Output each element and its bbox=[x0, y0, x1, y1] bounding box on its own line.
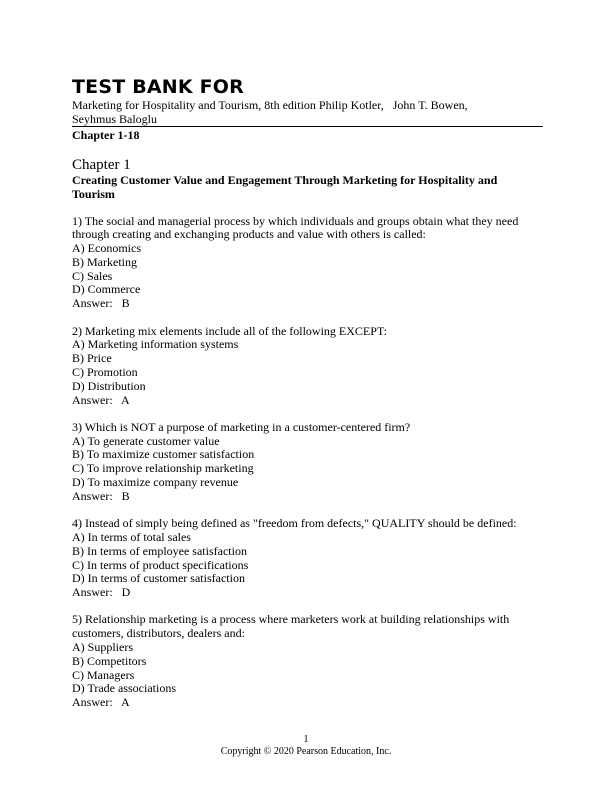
page-number: 1 bbox=[303, 734, 309, 745]
answer-option: A) Marketing information systems bbox=[72, 337, 239, 352]
question-stem: 1) The social and managerial process by which individuals and groups obtain what they need bbox=[72, 213, 519, 228]
answer-row bbox=[72, 297, 542, 311]
chapter-heading: Chapter 1 bbox=[72, 157, 131, 173]
answer-option: D) In terms of customer satisfaction bbox=[72, 571, 245, 586]
answer-label: Answer: bbox=[72, 585, 113, 600]
answer-option: C) Promotion bbox=[72, 364, 138, 379]
chapter-title-line-2: Tourism bbox=[72, 187, 115, 201]
answer-value: A bbox=[121, 695, 130, 710]
book-title: Marketing for Hospitality and Tourism, 8th edition Philip Kotler, bbox=[72, 98, 384, 112]
answer-option: C) In terms of product specifications bbox=[72, 557, 249, 572]
question-stem: customers, distributors, dealers and: bbox=[72, 626, 245, 641]
answer-option: D) Trade associations bbox=[72, 681, 176, 696]
book-info-line-2: Seyhmus Baloglu bbox=[72, 112, 158, 126]
answer-value: B bbox=[121, 488, 130, 503]
answer-option: A) In terms of total sales bbox=[72, 529, 191, 544]
answer-row bbox=[72, 490, 542, 504]
question-2 bbox=[72, 325, 542, 408]
question-stem: 2) Marketing mix elements include all of the following EXCEPT: bbox=[72, 323, 388, 338]
answer-option: B) Competitors bbox=[72, 653, 147, 668]
answer-value: D bbox=[121, 585, 131, 600]
answer-option: D) To maximize company revenue bbox=[72, 475, 239, 490]
answer-option: C) Managers bbox=[72, 667, 135, 682]
answer-option: A) Economics bbox=[72, 241, 141, 256]
question-4 bbox=[72, 517, 542, 600]
question-1 bbox=[72, 215, 542, 312]
answer-option: D) Distribution bbox=[72, 378, 146, 393]
page-content bbox=[72, 77, 542, 710]
book-author: John T. Bowen, bbox=[383, 98, 468, 112]
answer-label: Answer: bbox=[72, 296, 113, 311]
answer-option: B) In terms of employee satisfaction bbox=[72, 543, 247, 558]
answer-label: Answer: bbox=[72, 488, 113, 503]
answer-option: B) Marketing bbox=[72, 254, 137, 269]
answer-label: Answer: bbox=[72, 392, 113, 407]
answer-value: A bbox=[121, 392, 130, 407]
question-stem: 5) Relationship marketing is a process where marketers work at building relationships with bbox=[72, 612, 510, 627]
answer-row bbox=[72, 586, 542, 600]
answer-value: B bbox=[121, 296, 130, 311]
question-5 bbox=[72, 613, 542, 710]
answer-row bbox=[72, 394, 542, 408]
answer-label: Answer: bbox=[72, 695, 113, 710]
banner-title: TEST BANK FOR bbox=[72, 76, 244, 98]
answer-option: D) Commerce bbox=[72, 282, 141, 297]
question-stem: 3) Which is NOT a purpose of marketing in a customer-centered firm? bbox=[72, 419, 411, 434]
question-stem: through creating and exchanging products and value with others is called: bbox=[72, 227, 426, 242]
copyright-notice: Copyright © 2020 Pearson Education, Inc. bbox=[220, 746, 392, 757]
question-3 bbox=[72, 421, 542, 504]
answer-option: C) Sales bbox=[72, 268, 113, 283]
answer-option: A) Suppliers bbox=[72, 640, 133, 655]
answer-option: C) To improve relationship marketing bbox=[72, 461, 254, 476]
chapter-range: Chapter 1-18 bbox=[72, 126, 543, 142]
chapter-title-line-1: Creating Customer Value and Engagement Through Marketing for Hospitality and bbox=[72, 173, 498, 187]
answer-option: B) To maximize customer satisfaction bbox=[72, 447, 255, 462]
answer-option: B) Price bbox=[72, 351, 112, 366]
answer-row bbox=[72, 696, 542, 710]
book-info-line-1 bbox=[72, 98, 542, 112]
question-stem: 4) Instead of simply being defined as "freedom from defects," QUALITY should be defined: bbox=[72, 516, 517, 531]
answer-option: A) To generate customer value bbox=[72, 433, 220, 448]
